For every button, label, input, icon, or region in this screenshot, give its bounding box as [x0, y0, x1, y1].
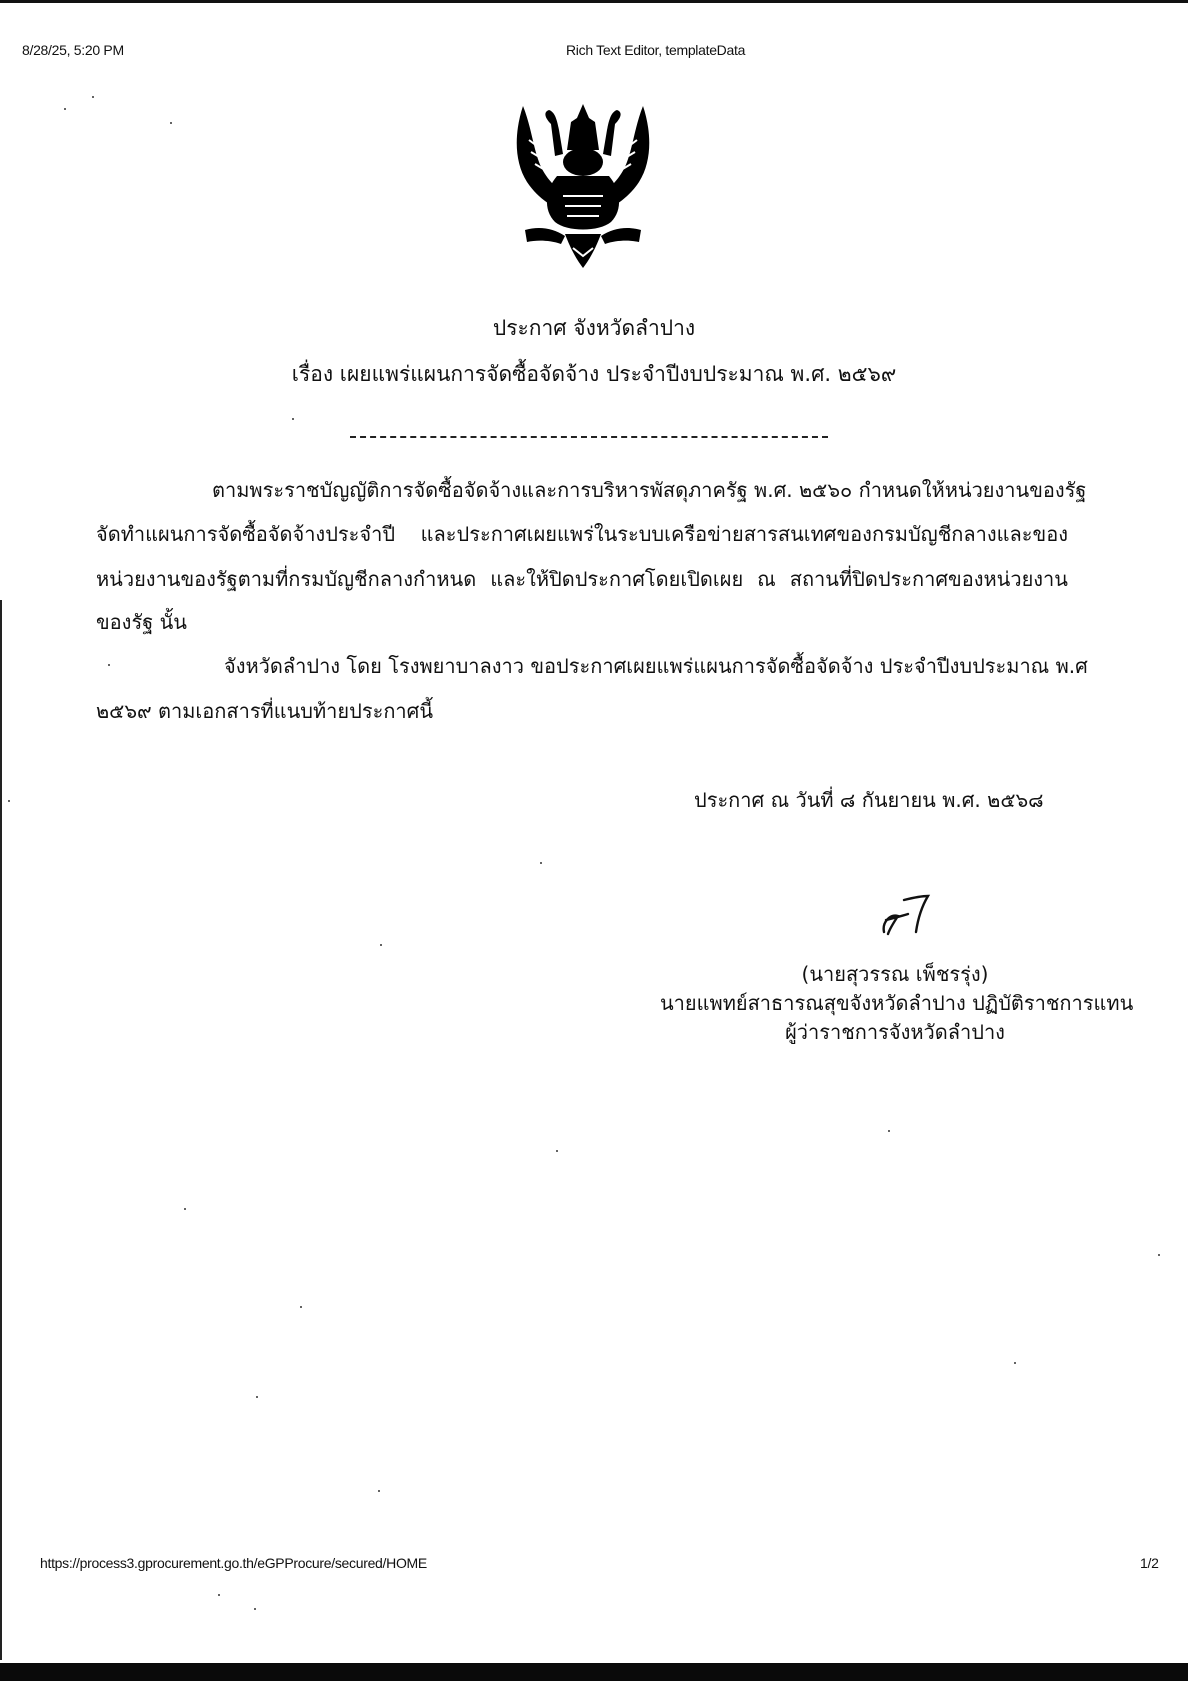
print-url: https://process3.gprocurement.go.th/eGPProcure/secured/HOME	[40, 1555, 427, 1571]
scan-speck	[8, 800, 10, 802]
scan-speck	[218, 1594, 220, 1596]
scan-speck	[380, 944, 382, 946]
scan-edge-top	[0, 0, 1188, 3]
paragraph-1-line-2-b: และประกาศเผยแพร่ในระบบเครือข่ายสารสนเทศของกรมบัญชีกลางและของ	[420, 522, 1068, 546]
paragraph-1-line-3-b: และให้ปิดประกาศโดยเปิดเผย	[490, 567, 744, 591]
print-datetime: 8/28/25, 5:20 PM	[22, 42, 124, 58]
scan-speck	[540, 862, 542, 864]
scan-speck	[92, 96, 94, 98]
print-page-title: Rich Text Editor, templateData	[566, 42, 746, 58]
scan-speck	[170, 122, 172, 124]
scan-speck	[1158, 1254, 1160, 1256]
scan-speck	[300, 1306, 302, 1308]
handwritten-signature-icon	[876, 892, 936, 940]
document-subject: เรื่อง เผยแพร่แผนการจัดซื้อจัดจ้าง ประจำปีงบประมาณ พ.ศ. ๒๕๖๙	[291, 362, 897, 386]
signatory-position-1: นายแพทย์สาธารณสุขจังหวัดลำปาง ปฏิบัติราชการแทน	[660, 991, 1134, 1015]
paragraph-1-line-3-d: สถานที่ปิดประกาศของหน่วยงาน	[789, 567, 1068, 591]
signatory-name: (นายสุวรรณ เพ็ชรรุ่ง)	[801, 962, 989, 986]
paragraph-1-line-1-text: ตามพระราชบัญญัติการจัดซื้อจัดจ้างและการบริหารพัสดุภาครัฐ พ.ศ. ๒๕๖๐ กำหนดให้หน่วยงานของรัฐ	[212, 478, 1087, 502]
garuda-emblem-icon	[505, 100, 661, 272]
announcement-date: ประกาศ ณ วันที่ ๘ กันยายน พ.ศ. ๒๕๖๘	[694, 788, 1044, 812]
paragraph-1-line-1	[212, 474, 1087, 506]
paragraph-1-line-2-a: จัดทำแผนการจัดซื้อจัดจ้างประจำปี	[96, 522, 396, 546]
signatory-position-2: ผู้ว่าราชการจังหวัดลำปาง	[785, 1020, 1005, 1044]
scan-edge-left	[0, 600, 2, 1660]
paragraph-2-line-2: ๒๕๖๙ ตามเอกสารที่แนบท้ายประกาศนี้	[96, 699, 434, 723]
paragraph-1-line-4: ของรัฐ นั้น	[96, 610, 187, 634]
document-title: ประกาศ จังหวัดลำปาง	[492, 316, 696, 340]
scan-speck	[184, 1208, 186, 1210]
signature-block	[660, 960, 1134, 1047]
scan-speck	[378, 1490, 380, 1492]
section-divider	[350, 436, 828, 438]
print-page-number: 1/2	[1140, 1555, 1159, 1571]
scan-speck	[108, 664, 110, 666]
scan-speck	[888, 1130, 890, 1132]
paragraph-1-line-3	[96, 563, 1068, 595]
scan-speck	[64, 108, 66, 110]
paragraph-1-line-3-a: หน่วยงานของรัฐตามที่กรมบัญชีกลางกำหนด	[96, 567, 477, 591]
paragraph-2-line-1: จังหวัดลำปาง โดย โรงพยาบาลงาว ขอประกาศเผยแพร่แผนการจัดซื้อจัดจ้าง ประจำปีงบประมาณ พ.ศ	[224, 654, 1088, 678]
scan-speck	[254, 1608, 256, 1610]
scan-speck	[1014, 1362, 1016, 1364]
scan-speck	[556, 1150, 558, 1152]
paragraph-1-line-2	[96, 518, 1068, 550]
scan-edge-bottom	[0, 1663, 1188, 1681]
scan-speck	[292, 418, 294, 420]
scan-speck	[256, 1396, 258, 1398]
paragraph-1-line-3-c: ณ	[757, 567, 776, 591]
